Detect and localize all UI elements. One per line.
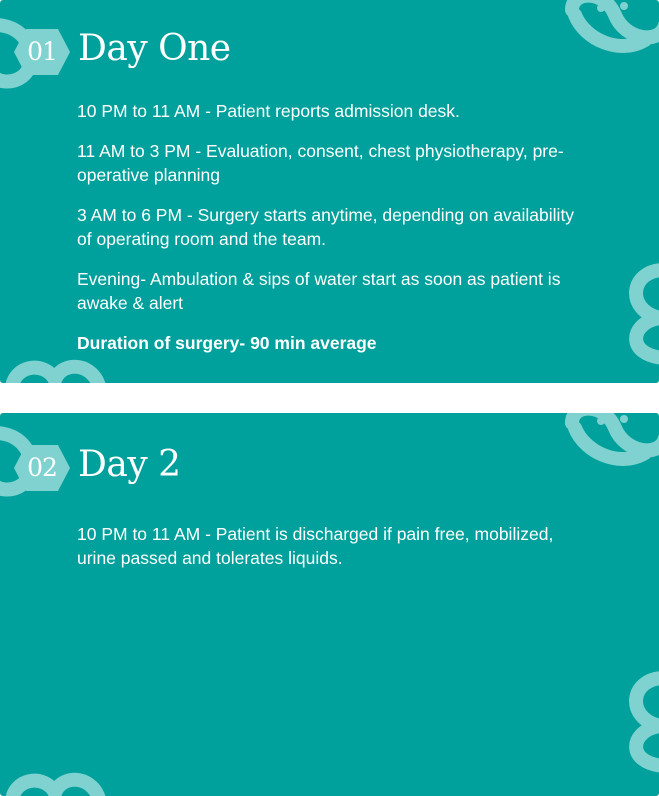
day-title: Day One (78, 28, 231, 69)
schedule-list (77, 99, 577, 355)
day-two-card (0, 413, 659, 796)
schedule-list (77, 522, 577, 586)
schedule-item: 3 AM to 6 PM - Surgery starts anytime, depending on availability of operating room and the team. (77, 205, 575, 249)
day-number: 01 (27, 37, 57, 66)
schedule-item: 11 AM to 3 PM - Evaluation, consent, chest physiotherapy, pre-operative planning (77, 141, 564, 185)
day-number-badge (14, 443, 70, 493)
day-one-card (0, 0, 659, 383)
day-number: 02 (27, 453, 57, 482)
day-title: Day 2 (78, 444, 181, 485)
schedule-item: 10 PM to 11 AM - Patient is discharged if pain free, mobilized, urine passed and tolerates liquids. (77, 524, 554, 568)
day-number-badge (14, 27, 70, 77)
surgery-duration: Duration of surgery- 90 min average (77, 333, 377, 353)
schedule-item: 10 PM to 11 AM - Patient reports admission desk. (77, 101, 460, 121)
schedule-item: Evening- Ambulation & sips of water start as soon as patient is awake & alert (77, 269, 561, 313)
